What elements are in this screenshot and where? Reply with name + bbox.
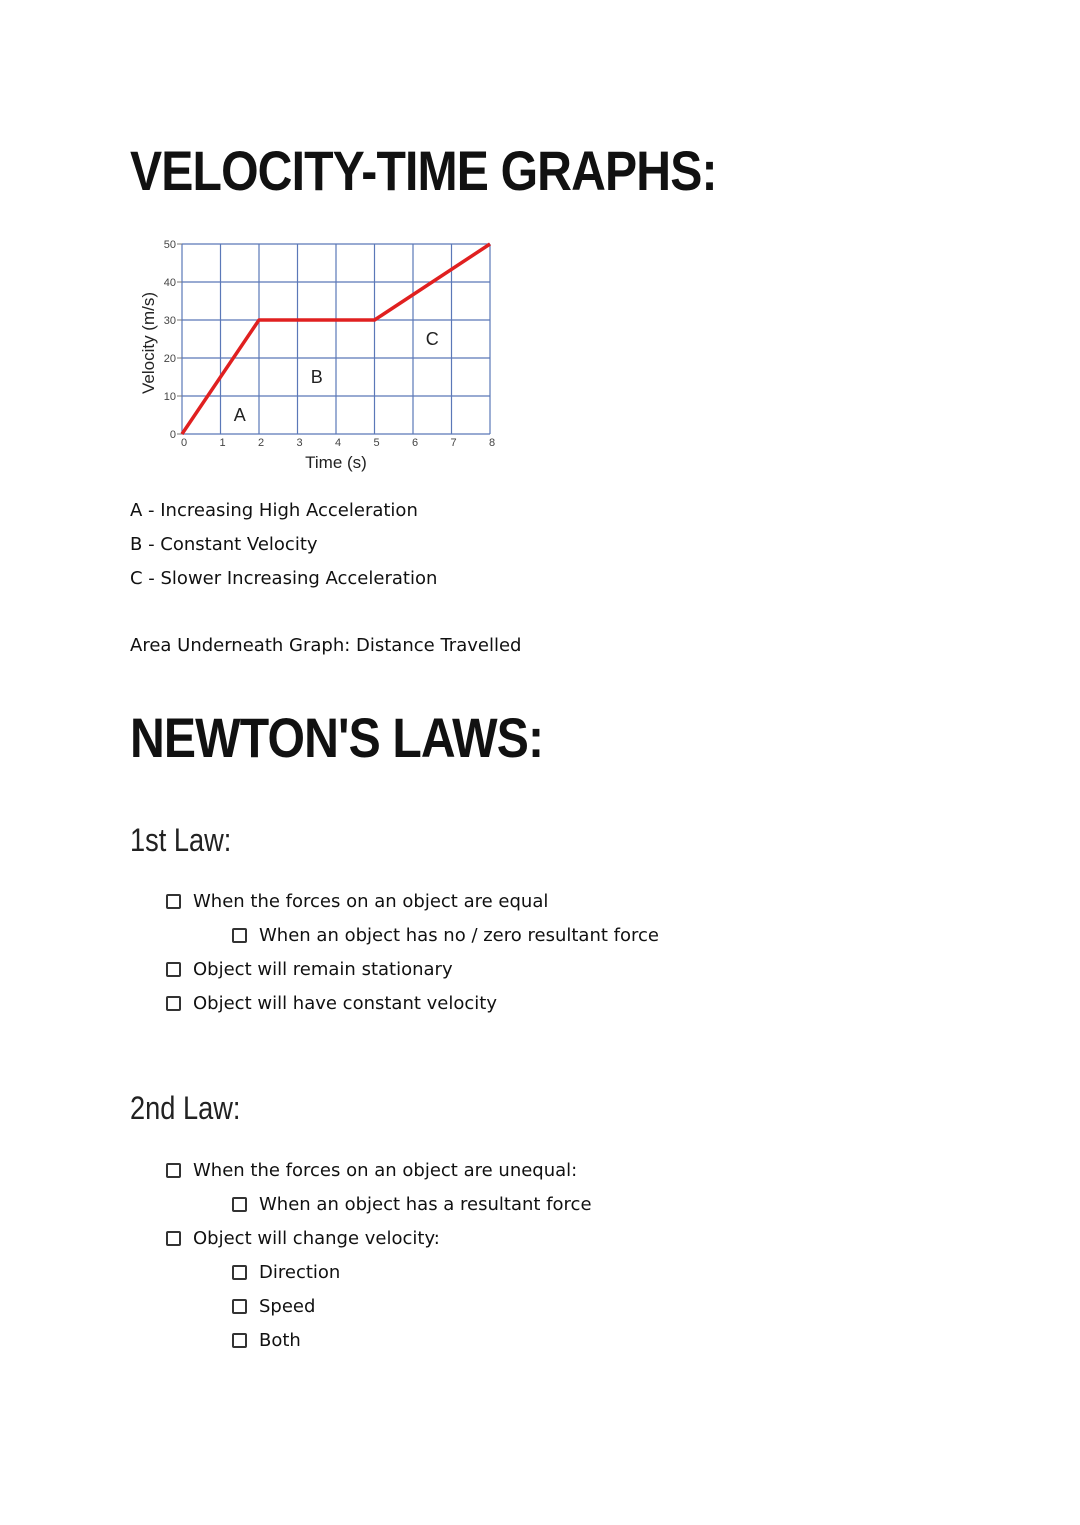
checkbox-label: Object will remain stationary (193, 959, 453, 980)
checkbox-label: Speed (259, 1296, 316, 1317)
x-tick-label: 1 (219, 437, 226, 449)
first-law-item[interactable] (166, 891, 548, 912)
checkbox-label: When an object has no / zero resultant force (259, 925, 659, 946)
y-tick-label: 0 (169, 429, 176, 441)
y-tick-label: 40 (163, 277, 176, 289)
x-tick-label: 7 (450, 437, 457, 449)
second-law-item[interactable] (232, 1194, 592, 1215)
first-law-item[interactable] (232, 925, 659, 946)
checkbox[interactable] (166, 1231, 181, 1246)
checkbox-label: Direction (259, 1262, 341, 1283)
first-law-item[interactable] (166, 959, 453, 980)
checkbox-label: When the forces on an object are unequal: (193, 1160, 578, 1181)
checkbox[interactable] (166, 996, 181, 1011)
legend-c: C - Slower Increasing Acceleration (130, 568, 438, 589)
checkbox[interactable] (166, 1163, 181, 1178)
checkbox[interactable] (166, 894, 181, 909)
velocity-time-chart (130, 228, 510, 478)
x-tick-label: 0 (180, 437, 188, 449)
y-tick-label: 10 (163, 391, 176, 403)
second-law-item[interactable] (166, 1160, 577, 1181)
second-law-item[interactable] (232, 1296, 315, 1317)
y-axis-label: Velocity (m/s) (139, 291, 158, 395)
y-tick-label: 30 (163, 315, 176, 327)
checkbox[interactable] (232, 1299, 247, 1314)
checkbox[interactable] (232, 1197, 247, 1212)
segment-label: B (310, 367, 323, 387)
checkbox[interactable] (232, 928, 247, 943)
checkbox-label: Object will have constant velocity (193, 993, 497, 1014)
second-law-heading: 2nd Law: (130, 1090, 241, 1126)
segment-label: C (425, 329, 439, 349)
checkbox-label: Both (259, 1330, 301, 1351)
y-tick-label: 50 (163, 239, 176, 251)
x-tick-label: 2 (257, 437, 265, 449)
second-law-item[interactable] (232, 1262, 340, 1283)
checkbox-label: Object will change velocity: (193, 1228, 440, 1249)
segment-label: A (233, 405, 246, 425)
first-law-item[interactable] (166, 993, 497, 1014)
x-tick-label: 6 (411, 437, 419, 449)
second-law-item[interactable] (166, 1228, 440, 1249)
second-law-item[interactable] (232, 1330, 301, 1351)
x-axis-label: Time (s) (305, 453, 367, 472)
velocity-time-title: VELOCITY-TIME GRAPHS: (130, 139, 717, 202)
x-tick-label: 8 (488, 437, 496, 449)
checkbox-label: When the forces on an object are equal (193, 891, 549, 912)
checkbox-label: When an object has a resultant force (259, 1194, 592, 1215)
checkbox[interactable] (166, 962, 181, 977)
newtons-laws-title: NEWTON'S LAWS: (130, 706, 544, 769)
area-note: Area Underneath Graph: Distance Travelled (130, 635, 522, 656)
legend-b: B - Constant Velocity (130, 534, 318, 555)
legend-a: A - Increasing High Acceleration (130, 500, 418, 521)
first-law-heading: 1st Law: (130, 822, 232, 858)
y-tick-label: 20 (163, 353, 176, 365)
x-tick-label: 4 (334, 437, 342, 449)
x-tick-label: 5 (373, 437, 380, 449)
x-tick-label: 3 (296, 437, 303, 449)
checkbox[interactable] (232, 1265, 247, 1280)
checkbox[interactable] (232, 1333, 247, 1348)
